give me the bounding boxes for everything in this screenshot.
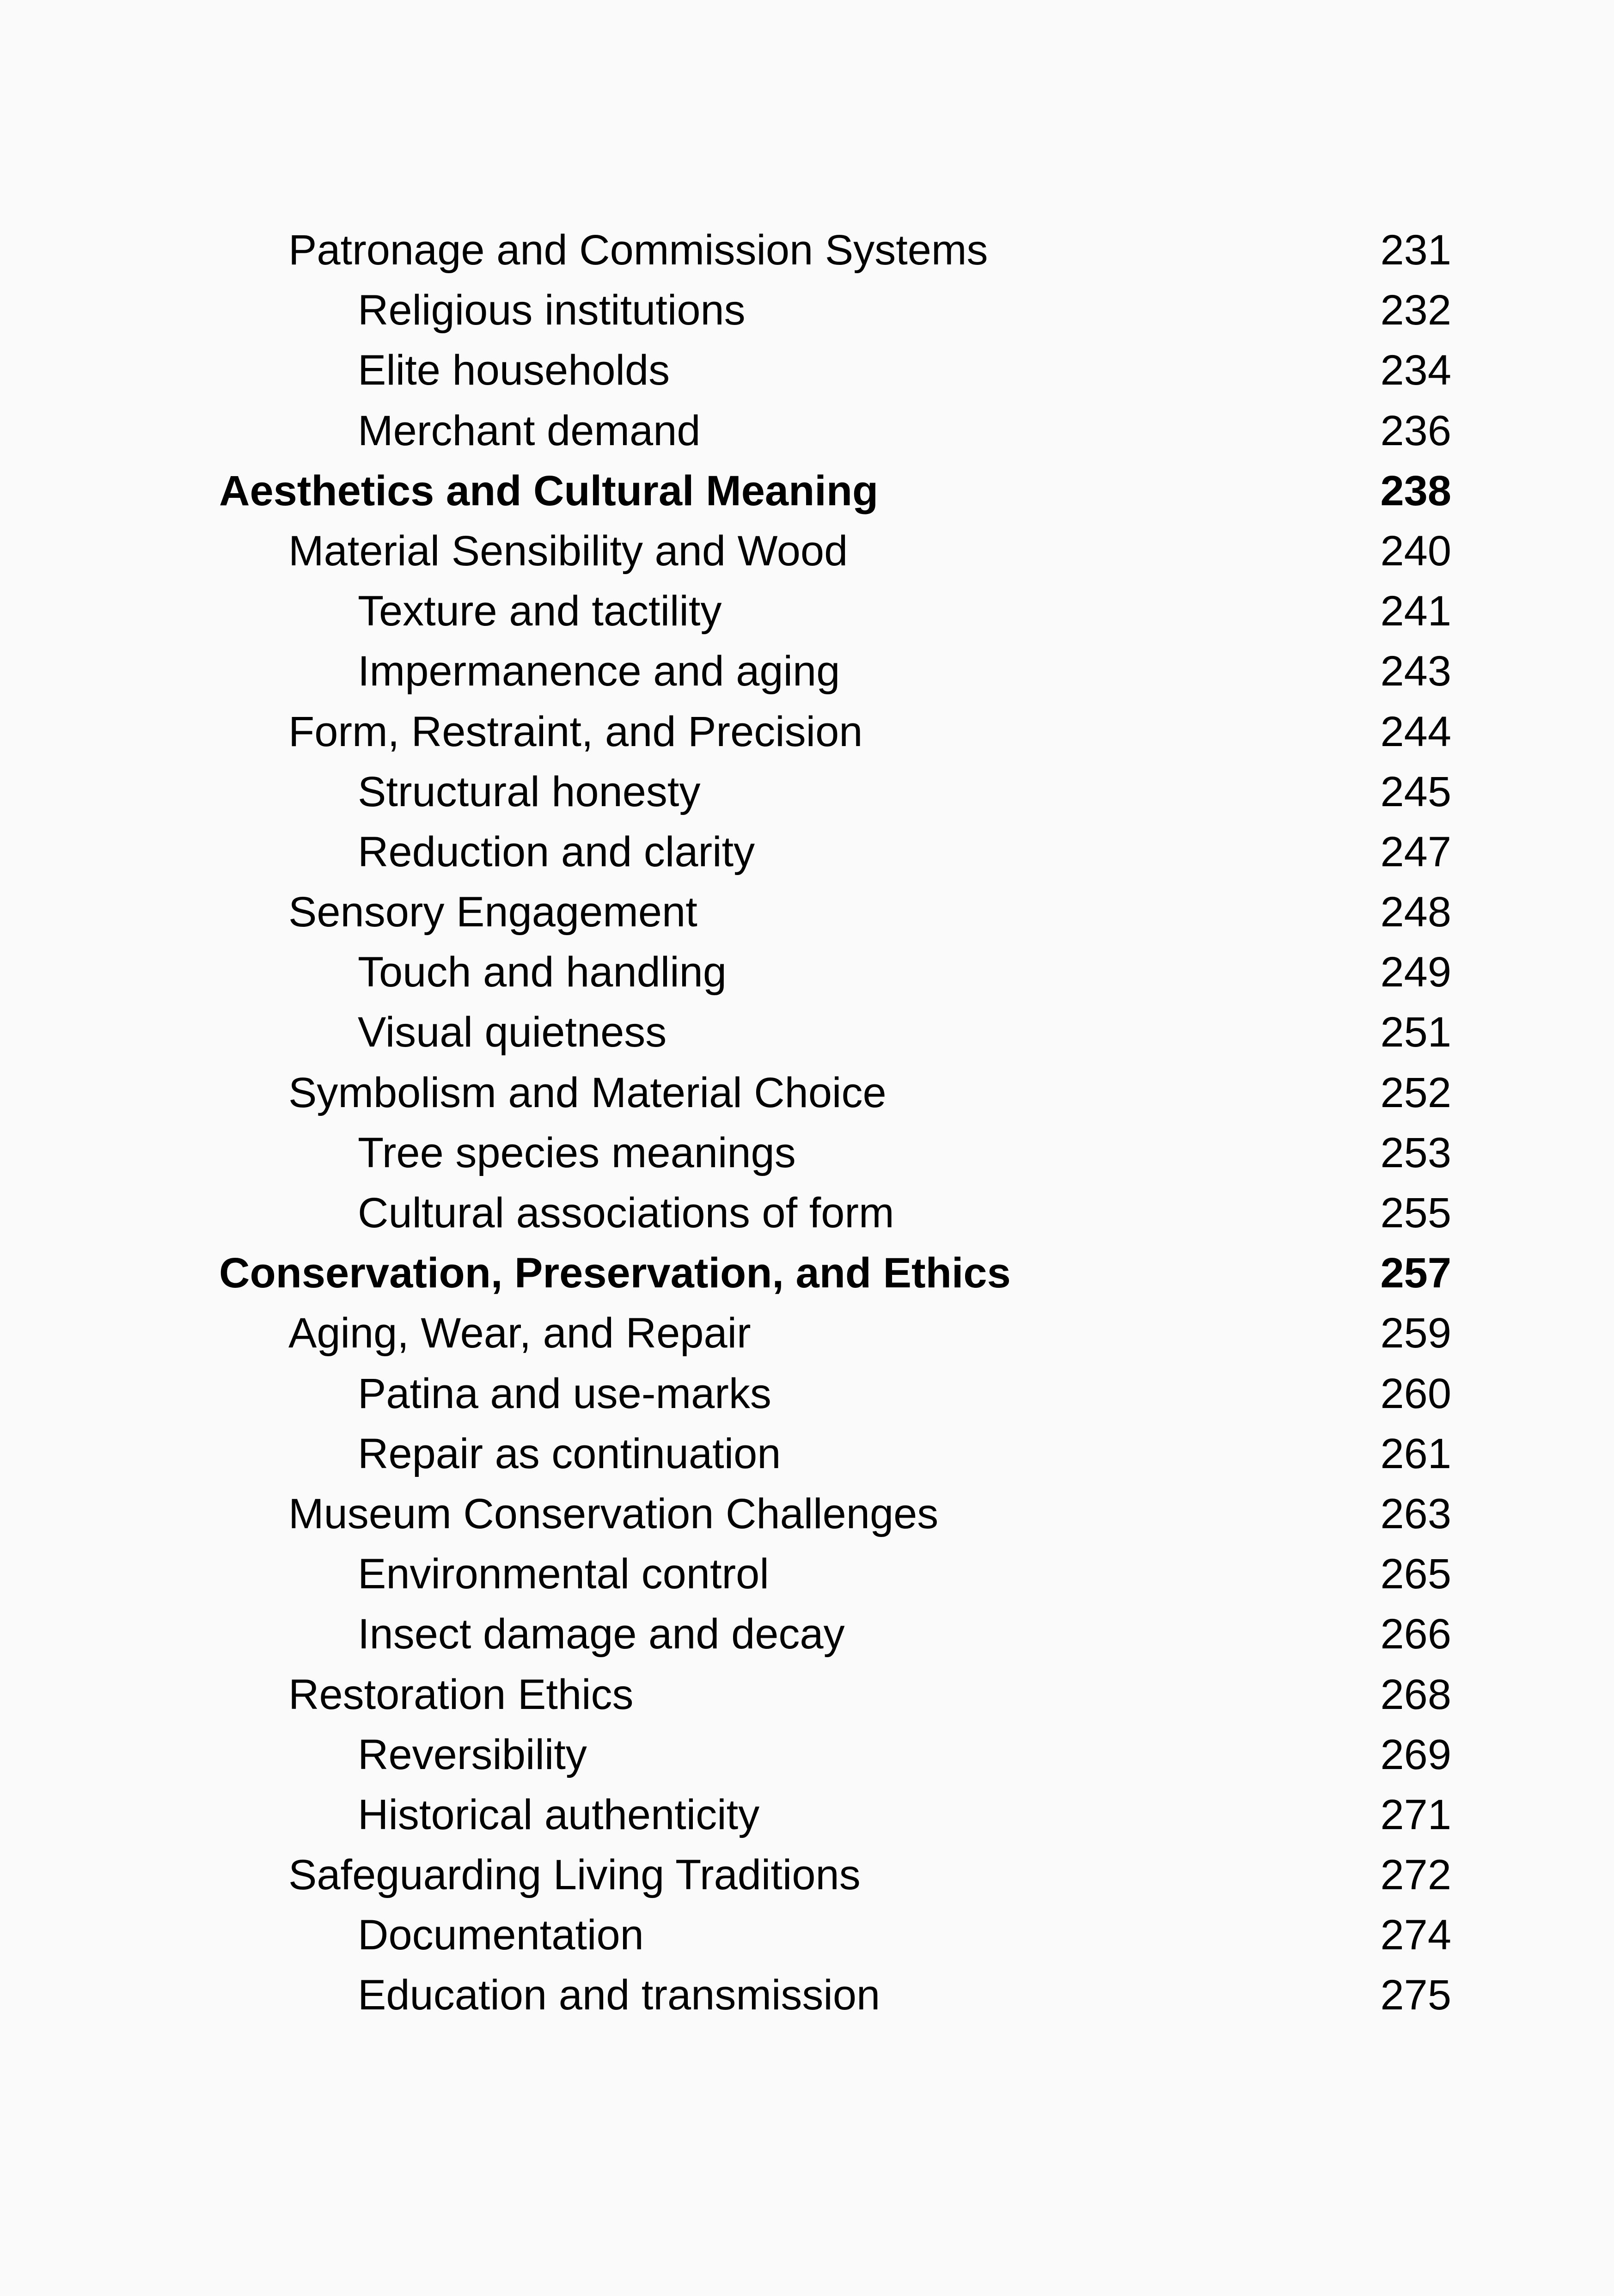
toc-entry-title: Environmental control [358,1550,769,1598]
toc-entry-title: Museum Conservation Challenges [288,1490,939,1537]
toc-entry-page-number: 257 [1380,1249,1451,1297]
toc-chapter-entry [0,1484,1614,1544]
toc-entry-title: Repair as continuation [358,1430,781,1477]
toc-entry-title: Symbolism and Material Choice [288,1069,886,1116]
toc-entry-title: Safeguarding Living Traditions [288,1851,861,1899]
toc-entry-title: Impermanence and aging [358,648,840,695]
toc-entry-title: Visual quietness [358,1009,667,1056]
toc-chapter-entry [0,220,1614,280]
toc-entry-page-number: 241 [1380,588,1451,635]
toc-entry-title: Cultural associations of form [358,1189,894,1237]
toc-subentry [0,822,1614,882]
toc-entry-page-number: 243 [1380,648,1451,695]
toc-entry-page-number: 238 [1380,467,1451,514]
toc-entry-page-number: 248 [1380,888,1451,936]
table-of-contents [0,220,1614,2026]
toc-subentry [0,1002,1614,1062]
toc-entry-title: Elite households [358,347,670,394]
toc-entry-title: Restoration Ethics [288,1671,634,1718]
toc-entry-page-number: 251 [1380,1009,1451,1056]
toc-entry-title: Documentation [358,1911,644,1959]
toc-entry-page-number: 266 [1380,1610,1451,1658]
toc-entry-page-number: 274 [1380,1911,1451,1959]
toc-chapter-entry [0,882,1614,942]
toc-subentry [0,581,1614,641]
toc-entry-page-number: 249 [1380,949,1451,996]
toc-chapter-entry [0,1303,1614,1363]
toc-entry-page-number: 253 [1380,1129,1451,1176]
toc-entry-title: Conservation, Preservation, and Ethics [219,1249,1011,1297]
toc-entry-title: Aging, Wear, and Repair [288,1310,751,1357]
toc-entry-page-number: 234 [1380,347,1451,394]
toc-entry-title: Reduction and clarity [358,828,755,876]
toc-subentry [0,1123,1614,1183]
toc-entry-page-number: 240 [1380,527,1451,575]
toc-subentry [0,340,1614,400]
toc-entry-title: Structural honesty [358,768,701,815]
toc-subentry [0,641,1614,701]
toc-entry-page-number: 231 [1380,227,1451,274]
toc-subentry [0,280,1614,340]
toc-entry-title: Texture and tactility [358,588,722,635]
toc-entry-page-number: 269 [1380,1731,1451,1778]
toc-entry-title: Patronage and Commission Systems [288,227,988,274]
toc-subentry [0,1965,1614,2025]
toc-entry-title: Religious institutions [358,287,746,334]
toc-entry-page-number: 271 [1380,1791,1451,1838]
toc-entry-title: Form, Restraint, and Precision [288,708,863,755]
toc-subentry [0,1364,1614,1424]
toc-entry-title: Sensory Engagement [288,888,697,936]
toc-chapter-entry [0,1845,1614,1905]
toc-entry-page-number: 252 [1380,1069,1451,1116]
toc-section-entry [0,461,1614,521]
toc-entry-title: Tree species meanings [358,1129,796,1176]
toc-chapter-entry [0,521,1614,581]
toc-entry-page-number: 272 [1380,1851,1451,1899]
toc-entry-page-number: 244 [1380,708,1451,755]
toc-subentry [0,762,1614,822]
toc-entry-title: Touch and handling [358,949,727,996]
toc-chapter-entry [0,1063,1614,1123]
toc-entry-title: Material Sensibility and Wood [288,527,848,575]
toc-entry-title: Insect damage and decay [358,1610,845,1658]
toc-entry-page-number: 232 [1380,287,1451,334]
toc-section-entry [0,1243,1614,1303]
toc-entry-title: Merchant demand [358,407,701,454]
toc-entry-page-number: 261 [1380,1430,1451,1477]
toc-subentry [0,1785,1614,1845]
toc-entry-page-number: 247 [1380,828,1451,876]
toc-subentry [0,1183,1614,1243]
toc-entry-page-number: 265 [1380,1550,1451,1598]
toc-entry-page-number: 260 [1380,1370,1451,1417]
toc-entry-page-number: 236 [1380,407,1451,454]
toc-chapter-entry [0,702,1614,762]
toc-entry-title: Reversibility [358,1731,587,1778]
toc-entry-page-number: 255 [1380,1189,1451,1237]
toc-entry-title: Historical authenticity [358,1791,760,1838]
toc-subentry [0,1725,1614,1785]
toc-entry-title: Patina and use-marks [358,1370,771,1417]
toc-entry-page-number: 268 [1380,1671,1451,1718]
toc-entry-page-number: 263 [1380,1490,1451,1537]
toc-entry-title: Education and transmission [358,1971,880,2019]
toc-subentry [0,1544,1614,1604]
toc-entry-page-number: 259 [1380,1310,1451,1357]
toc-chapter-entry [0,1665,1614,1725]
toc-entry-title: Aesthetics and Cultural Meaning [219,467,879,514]
toc-subentry [0,401,1614,461]
toc-subentry [0,1424,1614,1484]
toc-subentry [0,942,1614,1002]
toc-subentry [0,1905,1614,1965]
toc-subentry [0,1604,1614,1664]
toc-entry-page-number: 275 [1380,1971,1451,2019]
toc-entry-page-number: 245 [1380,768,1451,815]
